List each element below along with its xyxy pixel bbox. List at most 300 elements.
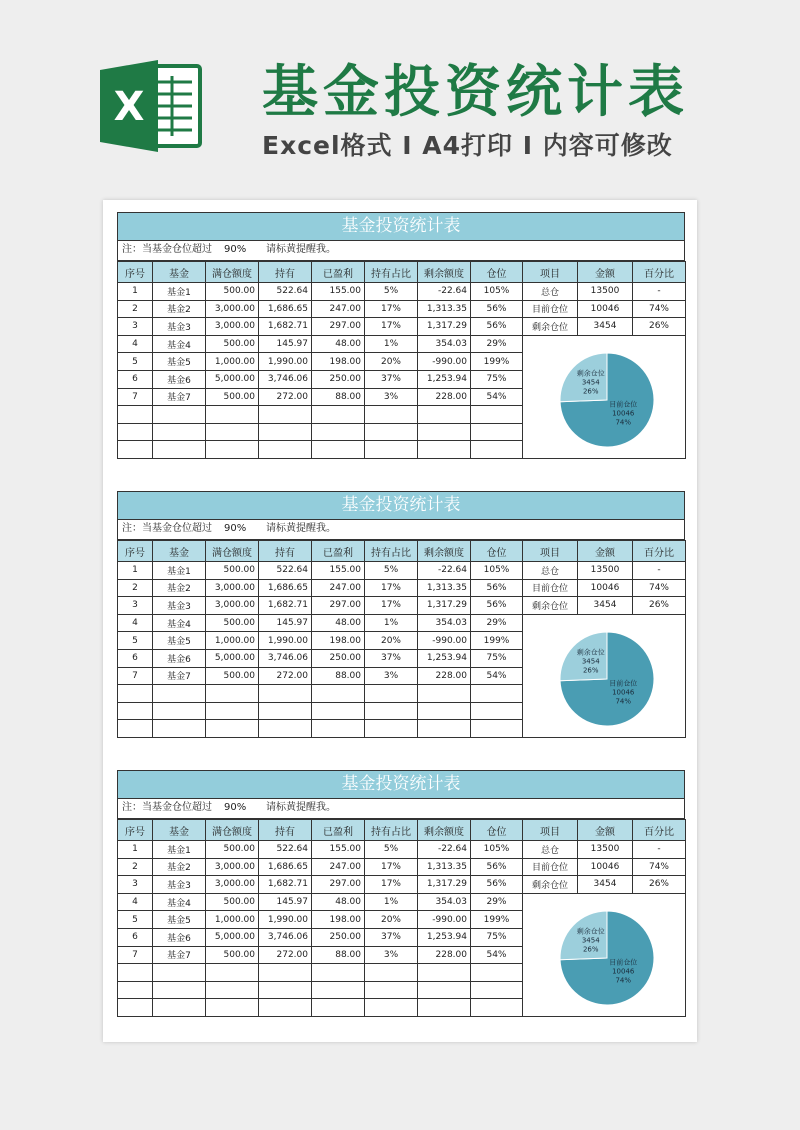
summary-item-cell[interactable]: 目前仓位: [523, 579, 578, 597]
fund-name-cell[interactable]: [153, 685, 206, 703]
holding-ratio-cell[interactable]: 37%: [365, 649, 418, 667]
holding-ratio-cell[interactable]: [365, 423, 418, 441]
holding-ratio-cell[interactable]: [365, 964, 418, 982]
position-cell[interactable]: 56%: [471, 858, 523, 876]
position-cell[interactable]: 56%: [471, 597, 523, 615]
position-cell[interactable]: [471, 685, 523, 703]
remaining-quota-cell[interactable]: 1,313.35: [418, 858, 471, 876]
profit-cell[interactable]: 297.00: [312, 876, 365, 894]
column-header[interactable]: 持有占比: [365, 820, 418, 841]
holding-cell[interactable]: 145.97: [259, 893, 312, 911]
fund-name-cell[interactable]: [153, 441, 206, 459]
row-index-cell[interactable]: [118, 964, 153, 982]
row-index-cell[interactable]: 5: [118, 911, 153, 929]
holding-ratio-cell[interactable]: 1%: [365, 335, 418, 353]
column-header[interactable]: 持有占比: [365, 262, 418, 283]
column-header[interactable]: 百分比: [633, 541, 686, 562]
full-quota-cell[interactable]: 500.00: [206, 841, 259, 859]
position-cell[interactable]: 54%: [471, 667, 523, 685]
fund-name-cell[interactable]: 基金3: [153, 597, 206, 615]
summary-percent-cell[interactable]: 74%: [633, 300, 686, 318]
holding-ratio-cell[interactable]: 1%: [365, 893, 418, 911]
remaining-quota-cell[interactable]: 1,317.29: [418, 876, 471, 894]
holding-cell[interactable]: [259, 964, 312, 982]
holding-ratio-cell[interactable]: 17%: [365, 597, 418, 615]
full-quota-cell[interactable]: 500.00: [206, 893, 259, 911]
row-index-cell[interactable]: 4: [118, 335, 153, 353]
fund-name-cell[interactable]: [153, 999, 206, 1017]
summary-item-cell[interactable]: 目前仓位: [523, 858, 578, 876]
column-header[interactable]: 百分比: [633, 262, 686, 283]
fund-name-cell[interactable]: 基金4: [153, 335, 206, 353]
full-quota-cell[interactable]: 5,000.00: [206, 928, 259, 946]
holding-ratio-cell[interactable]: [365, 685, 418, 703]
holding-ratio-cell[interactable]: 37%: [365, 370, 418, 388]
fund-name-cell[interactable]: [153, 720, 206, 738]
position-cell[interactable]: [471, 702, 523, 720]
holding-ratio-cell[interactable]: 17%: [365, 579, 418, 597]
position-cell[interactable]: 105%: [471, 283, 523, 301]
summary-amount-cell[interactable]: 13500: [578, 283, 633, 301]
summary-amount-cell[interactable]: 3454: [578, 876, 633, 894]
remaining-quota-cell[interactable]: -990.00: [418, 632, 471, 650]
holding-cell[interactable]: 272.00: [259, 946, 312, 964]
profit-cell[interactable]: [312, 981, 365, 999]
column-header[interactable]: 已盈利: [312, 262, 365, 283]
column-header[interactable]: 序号: [118, 262, 153, 283]
profit-cell[interactable]: [312, 702, 365, 720]
remaining-quota-cell[interactable]: 1,313.35: [418, 300, 471, 318]
holding-ratio-cell[interactable]: [365, 702, 418, 720]
profit-cell[interactable]: [312, 964, 365, 982]
fund-name-cell[interactable]: 基金7: [153, 388, 206, 406]
full-quota-cell[interactable]: 500.00: [206, 335, 259, 353]
holding-ratio-cell[interactable]: 37%: [365, 928, 418, 946]
summary-percent-cell[interactable]: 74%: [633, 579, 686, 597]
full-quota-cell[interactable]: 3,000.00: [206, 579, 259, 597]
position-cell[interactable]: 105%: [471, 841, 523, 859]
note-threshold[interactable]: 90%: [224, 802, 247, 813]
position-cell[interactable]: 56%: [471, 876, 523, 894]
summary-item-cell[interactable]: 总仓: [523, 841, 578, 859]
remaining-quota-cell[interactable]: [418, 702, 471, 720]
row-index-cell[interactable]: 1: [118, 562, 153, 580]
summary-amount-cell[interactable]: 13500: [578, 562, 633, 580]
fund-name-cell[interactable]: 基金6: [153, 370, 206, 388]
holding-cell[interactable]: 1,990.00: [259, 353, 312, 371]
full-quota-cell[interactable]: 500.00: [206, 946, 259, 964]
profit-cell[interactable]: 198.00: [312, 353, 365, 371]
column-header[interactable]: 剩余额度: [418, 820, 471, 841]
holding-ratio-cell[interactable]: 3%: [365, 667, 418, 685]
row-index-cell[interactable]: 1: [118, 283, 153, 301]
holding-cell[interactable]: 3,746.06: [259, 928, 312, 946]
column-header[interactable]: 已盈利: [312, 820, 365, 841]
profit-cell[interactable]: 250.00: [312, 370, 365, 388]
remaining-quota-cell[interactable]: [418, 720, 471, 738]
fund-name-cell[interactable]: 基金3: [153, 876, 206, 894]
row-index-cell[interactable]: [118, 981, 153, 999]
profit-cell[interactable]: 88.00: [312, 388, 365, 406]
fund-name-cell[interactable]: 基金2: [153, 858, 206, 876]
holding-cell[interactable]: 272.00: [259, 388, 312, 406]
remaining-quota-cell[interactable]: -990.00: [418, 911, 471, 929]
holding-cell[interactable]: 272.00: [259, 667, 312, 685]
column-header[interactable]: 持有: [259, 262, 312, 283]
profit-cell[interactable]: [312, 720, 365, 738]
profit-cell[interactable]: 250.00: [312, 649, 365, 667]
holding-cell[interactable]: 522.64: [259, 841, 312, 859]
profit-cell[interactable]: 198.00: [312, 632, 365, 650]
remaining-quota-cell[interactable]: 1,313.35: [418, 579, 471, 597]
profit-cell[interactable]: 48.00: [312, 893, 365, 911]
fund-name-cell[interactable]: [153, 406, 206, 424]
holding-ratio-cell[interactable]: 5%: [365, 841, 418, 859]
position-cell[interactable]: [471, 423, 523, 441]
full-quota-cell[interactable]: 5,000.00: [206, 370, 259, 388]
row-index-cell[interactable]: [118, 406, 153, 424]
fund-name-cell[interactable]: 基金1: [153, 283, 206, 301]
full-quota-cell[interactable]: 500.00: [206, 562, 259, 580]
holding-ratio-cell[interactable]: 1%: [365, 614, 418, 632]
full-quota-cell[interactable]: [206, 441, 259, 459]
column-header[interactable]: 序号: [118, 820, 153, 841]
full-quota-cell[interactable]: 500.00: [206, 614, 259, 632]
position-cell[interactable]: 75%: [471, 928, 523, 946]
remaining-quota-cell[interactable]: 354.03: [418, 893, 471, 911]
holding-cell[interactable]: 1,990.00: [259, 911, 312, 929]
full-quota-cell[interactable]: 3,000.00: [206, 858, 259, 876]
position-cell[interactable]: 199%: [471, 632, 523, 650]
position-cell[interactable]: [471, 981, 523, 999]
position-cell[interactable]: 199%: [471, 353, 523, 371]
profit-cell[interactable]: [312, 406, 365, 424]
column-header[interactable]: 满仓额度: [206, 541, 259, 562]
summary-amount-cell[interactable]: 10046: [578, 300, 633, 318]
remaining-quota-cell[interactable]: 1,317.29: [418, 597, 471, 615]
fund-name-cell[interactable]: 基金1: [153, 562, 206, 580]
row-index-cell[interactable]: [118, 685, 153, 703]
row-index-cell[interactable]: [118, 720, 153, 738]
row-index-cell[interactable]: [118, 999, 153, 1017]
full-quota-cell[interactable]: 3,000.00: [206, 300, 259, 318]
remaining-quota-cell[interactable]: 1,253.94: [418, 649, 471, 667]
summary-amount-cell[interactable]: 10046: [578, 858, 633, 876]
holding-cell[interactable]: 145.97: [259, 614, 312, 632]
full-quota-cell[interactable]: 3,000.00: [206, 876, 259, 894]
full-quota-cell[interactable]: [206, 702, 259, 720]
row-index-cell[interactable]: 1: [118, 841, 153, 859]
row-index-cell[interactable]: 3: [118, 318, 153, 336]
summary-item-cell[interactable]: 剩余仓位: [523, 876, 578, 894]
holding-cell[interactable]: 1,686.65: [259, 858, 312, 876]
full-quota-cell[interactable]: [206, 964, 259, 982]
remaining-quota-cell[interactable]: -22.64: [418, 562, 471, 580]
profit-cell[interactable]: 155.00: [312, 562, 365, 580]
remaining-quota-cell[interactable]: [418, 964, 471, 982]
row-index-cell[interactable]: 5: [118, 632, 153, 650]
column-header[interactable]: 基金: [153, 262, 206, 283]
column-header[interactable]: 剩余额度: [418, 262, 471, 283]
summary-percent-cell[interactable]: 26%: [633, 876, 686, 894]
summary-percent-cell[interactable]: 26%: [633, 318, 686, 336]
summary-percent-cell[interactable]: -: [633, 841, 686, 859]
holding-cell[interactable]: [259, 423, 312, 441]
column-header[interactable]: 仓位: [471, 820, 523, 841]
fund-name-cell[interactable]: 基金2: [153, 300, 206, 318]
profit-cell[interactable]: 247.00: [312, 858, 365, 876]
column-header[interactable]: 项目: [523, 541, 578, 562]
holding-ratio-cell[interactable]: 3%: [365, 946, 418, 964]
profit-cell[interactable]: 250.00: [312, 928, 365, 946]
position-cell[interactable]: [471, 406, 523, 424]
profit-cell[interactable]: 155.00: [312, 283, 365, 301]
profit-cell[interactable]: 155.00: [312, 841, 365, 859]
position-cell[interactable]: 56%: [471, 318, 523, 336]
row-index-cell[interactable]: 4: [118, 893, 153, 911]
column-header[interactable]: 金额: [578, 541, 633, 562]
holding-ratio-cell[interactable]: 20%: [365, 632, 418, 650]
remaining-quota-cell[interactable]: 228.00: [418, 388, 471, 406]
profit-cell[interactable]: 88.00: [312, 667, 365, 685]
fund-name-cell[interactable]: [153, 423, 206, 441]
full-quota-cell[interactable]: [206, 720, 259, 738]
row-index-cell[interactable]: 3: [118, 597, 153, 615]
profit-cell[interactable]: 48.00: [312, 335, 365, 353]
summary-item-cell[interactable]: 总仓: [523, 283, 578, 301]
row-index-cell[interactable]: 2: [118, 300, 153, 318]
column-header[interactable]: 基金: [153, 541, 206, 562]
row-index-cell[interactable]: 7: [118, 667, 153, 685]
fund-name-cell[interactable]: 基金6: [153, 649, 206, 667]
full-quota-cell[interactable]: [206, 981, 259, 999]
holding-cell[interactable]: [259, 406, 312, 424]
row-index-cell[interactable]: 5: [118, 353, 153, 371]
fund-name-cell[interactable]: 基金7: [153, 946, 206, 964]
full-quota-cell[interactable]: 1,000.00: [206, 632, 259, 650]
holding-ratio-cell[interactable]: 5%: [365, 562, 418, 580]
holding-ratio-cell[interactable]: 17%: [365, 318, 418, 336]
row-index-cell[interactable]: 6: [118, 928, 153, 946]
row-index-cell[interactable]: 7: [118, 388, 153, 406]
position-cell[interactable]: 105%: [471, 562, 523, 580]
remaining-quota-cell[interactable]: [418, 423, 471, 441]
remaining-quota-cell[interactable]: 1,317.29: [418, 318, 471, 336]
remaining-quota-cell[interactable]: 354.03: [418, 614, 471, 632]
position-cell[interactable]: 56%: [471, 300, 523, 318]
holding-ratio-cell[interactable]: [365, 441, 418, 459]
full-quota-cell[interactable]: [206, 999, 259, 1017]
full-quota-cell[interactable]: 1,000.00: [206, 353, 259, 371]
position-cell[interactable]: 54%: [471, 388, 523, 406]
profit-cell[interactable]: 198.00: [312, 911, 365, 929]
column-header[interactable]: 仓位: [471, 262, 523, 283]
holding-ratio-cell[interactable]: 17%: [365, 300, 418, 318]
fund-name-cell[interactable]: [153, 981, 206, 999]
row-index-cell[interactable]: 2: [118, 858, 153, 876]
summary-amount-cell[interactable]: 3454: [578, 597, 633, 615]
note-threshold[interactable]: 90%: [224, 244, 247, 255]
holding-ratio-cell[interactable]: 17%: [365, 858, 418, 876]
remaining-quota-cell[interactable]: [418, 441, 471, 459]
position-cell[interactable]: [471, 441, 523, 459]
holding-ratio-cell[interactable]: [365, 406, 418, 424]
row-index-cell[interactable]: [118, 441, 153, 459]
remaining-quota-cell[interactable]: 228.00: [418, 946, 471, 964]
full-quota-cell[interactable]: 3,000.00: [206, 597, 259, 615]
holding-ratio-cell[interactable]: [365, 720, 418, 738]
position-cell[interactable]: 75%: [471, 370, 523, 388]
holding-cell[interactable]: 1,686.65: [259, 579, 312, 597]
fund-name-cell[interactable]: 基金3: [153, 318, 206, 336]
holding-ratio-cell[interactable]: 20%: [365, 353, 418, 371]
column-header[interactable]: 持有占比: [365, 541, 418, 562]
profit-cell[interactable]: 88.00: [312, 946, 365, 964]
summary-item-cell[interactable]: 剩余仓位: [523, 318, 578, 336]
fund-name-cell[interactable]: 基金5: [153, 911, 206, 929]
fund-name-cell[interactable]: [153, 964, 206, 982]
column-header[interactable]: 项目: [523, 262, 578, 283]
column-header[interactable]: 仓位: [471, 541, 523, 562]
column-header[interactable]: 基金: [153, 820, 206, 841]
full-quota-cell[interactable]: 500.00: [206, 388, 259, 406]
holding-cell[interactable]: [259, 999, 312, 1017]
row-index-cell[interactable]: [118, 423, 153, 441]
holding-cell[interactable]: 3,746.06: [259, 649, 312, 667]
summary-item-cell[interactable]: 目前仓位: [523, 300, 578, 318]
holding-cell[interactable]: 1,682.71: [259, 318, 312, 336]
remaining-quota-cell[interactable]: [418, 406, 471, 424]
row-index-cell[interactable]: 6: [118, 370, 153, 388]
remaining-quota-cell[interactable]: 1,253.94: [418, 370, 471, 388]
holding-cell[interactable]: 1,682.71: [259, 597, 312, 615]
fund-name-cell[interactable]: 基金5: [153, 632, 206, 650]
holding-ratio-cell[interactable]: [365, 981, 418, 999]
position-cell[interactable]: 29%: [471, 335, 523, 353]
full-quota-cell[interactable]: 5,000.00: [206, 649, 259, 667]
holding-cell[interactable]: 522.64: [259, 562, 312, 580]
position-cell[interactable]: 199%: [471, 911, 523, 929]
holding-ratio-cell[interactable]: 5%: [365, 283, 418, 301]
summary-amount-cell[interactable]: 3454: [578, 318, 633, 336]
column-header[interactable]: 金额: [578, 262, 633, 283]
position-cell[interactable]: 56%: [471, 579, 523, 597]
holding-ratio-cell[interactable]: 17%: [365, 876, 418, 894]
summary-percent-cell[interactable]: 26%: [633, 597, 686, 615]
profit-cell[interactable]: 247.00: [312, 300, 365, 318]
holding-cell[interactable]: [259, 702, 312, 720]
holding-cell[interactable]: 3,746.06: [259, 370, 312, 388]
holding-cell[interactable]: 145.97: [259, 335, 312, 353]
summary-item-cell[interactable]: 总仓: [523, 562, 578, 580]
holding-cell[interactable]: 1,682.71: [259, 876, 312, 894]
remaining-quota-cell[interactable]: -22.64: [418, 841, 471, 859]
position-cell[interactable]: 54%: [471, 946, 523, 964]
column-header[interactable]: 百分比: [633, 820, 686, 841]
holding-ratio-cell[interactable]: 3%: [365, 388, 418, 406]
column-header[interactable]: 已盈利: [312, 541, 365, 562]
position-cell[interactable]: 75%: [471, 649, 523, 667]
remaining-quota-cell[interactable]: -990.00: [418, 353, 471, 371]
summary-amount-cell[interactable]: 10046: [578, 579, 633, 597]
fund-name-cell[interactable]: 基金4: [153, 614, 206, 632]
remaining-quota-cell[interactable]: 228.00: [418, 667, 471, 685]
position-cell[interactable]: [471, 999, 523, 1017]
fund-name-cell[interactable]: [153, 702, 206, 720]
profit-cell[interactable]: 247.00: [312, 579, 365, 597]
profit-cell[interactable]: 297.00: [312, 318, 365, 336]
row-index-cell[interactable]: 7: [118, 946, 153, 964]
full-quota-cell[interactable]: [206, 685, 259, 703]
column-header[interactable]: 持有: [259, 820, 312, 841]
column-header[interactable]: 序号: [118, 541, 153, 562]
holding-cell[interactable]: [259, 981, 312, 999]
row-index-cell[interactable]: [118, 702, 153, 720]
remaining-quota-cell[interactable]: [418, 999, 471, 1017]
fund-name-cell[interactable]: 基金6: [153, 928, 206, 946]
holding-cell[interactable]: [259, 685, 312, 703]
full-quota-cell[interactable]: 1,000.00: [206, 911, 259, 929]
remaining-quota-cell[interactable]: 1,253.94: [418, 928, 471, 946]
full-quota-cell[interactable]: 500.00: [206, 283, 259, 301]
fund-name-cell[interactable]: 基金2: [153, 579, 206, 597]
profit-cell[interactable]: [312, 999, 365, 1017]
summary-item-cell[interactable]: 剩余仓位: [523, 597, 578, 615]
column-header[interactable]: 满仓额度: [206, 262, 259, 283]
profit-cell[interactable]: 48.00: [312, 614, 365, 632]
row-index-cell[interactable]: 2: [118, 579, 153, 597]
column-header[interactable]: 项目: [523, 820, 578, 841]
holding-cell[interactable]: 522.64: [259, 283, 312, 301]
summary-amount-cell[interactable]: 13500: [578, 841, 633, 859]
column-header[interactable]: 金额: [578, 820, 633, 841]
column-header[interactable]: 满仓额度: [206, 820, 259, 841]
fund-name-cell[interactable]: 基金5: [153, 353, 206, 371]
holding-cell[interactable]: 1,686.65: [259, 300, 312, 318]
remaining-quota-cell[interactable]: 354.03: [418, 335, 471, 353]
position-cell[interactable]: 29%: [471, 893, 523, 911]
position-cell[interactable]: 29%: [471, 614, 523, 632]
summary-percent-cell[interactable]: -: [633, 283, 686, 301]
full-quota-cell[interactable]: [206, 406, 259, 424]
row-index-cell[interactable]: 4: [118, 614, 153, 632]
holding-ratio-cell[interactable]: 20%: [365, 911, 418, 929]
fund-name-cell[interactable]: 基金4: [153, 893, 206, 911]
profit-cell[interactable]: [312, 685, 365, 703]
fund-name-cell[interactable]: 基金1: [153, 841, 206, 859]
full-quota-cell[interactable]: 3,000.00: [206, 318, 259, 336]
row-index-cell[interactable]: 3: [118, 876, 153, 894]
remaining-quota-cell[interactable]: [418, 981, 471, 999]
note-threshold[interactable]: 90%: [224, 523, 247, 534]
holding-cell[interactable]: 1,990.00: [259, 632, 312, 650]
holding-cell[interactable]: [259, 720, 312, 738]
profit-cell[interactable]: 297.00: [312, 597, 365, 615]
full-quota-cell[interactable]: 500.00: [206, 667, 259, 685]
fund-name-cell[interactable]: 基金7: [153, 667, 206, 685]
holding-ratio-cell[interactable]: [365, 999, 418, 1017]
full-quota-cell[interactable]: [206, 423, 259, 441]
summary-percent-cell[interactable]: 74%: [633, 858, 686, 876]
remaining-quota-cell[interactable]: [418, 685, 471, 703]
position-cell[interactable]: [471, 964, 523, 982]
profit-cell[interactable]: [312, 423, 365, 441]
column-header[interactable]: 剩余额度: [418, 541, 471, 562]
remaining-quota-cell[interactable]: -22.64: [418, 283, 471, 301]
column-header[interactable]: 持有: [259, 541, 312, 562]
profit-cell[interactable]: [312, 441, 365, 459]
row-index-cell[interactable]: 6: [118, 649, 153, 667]
